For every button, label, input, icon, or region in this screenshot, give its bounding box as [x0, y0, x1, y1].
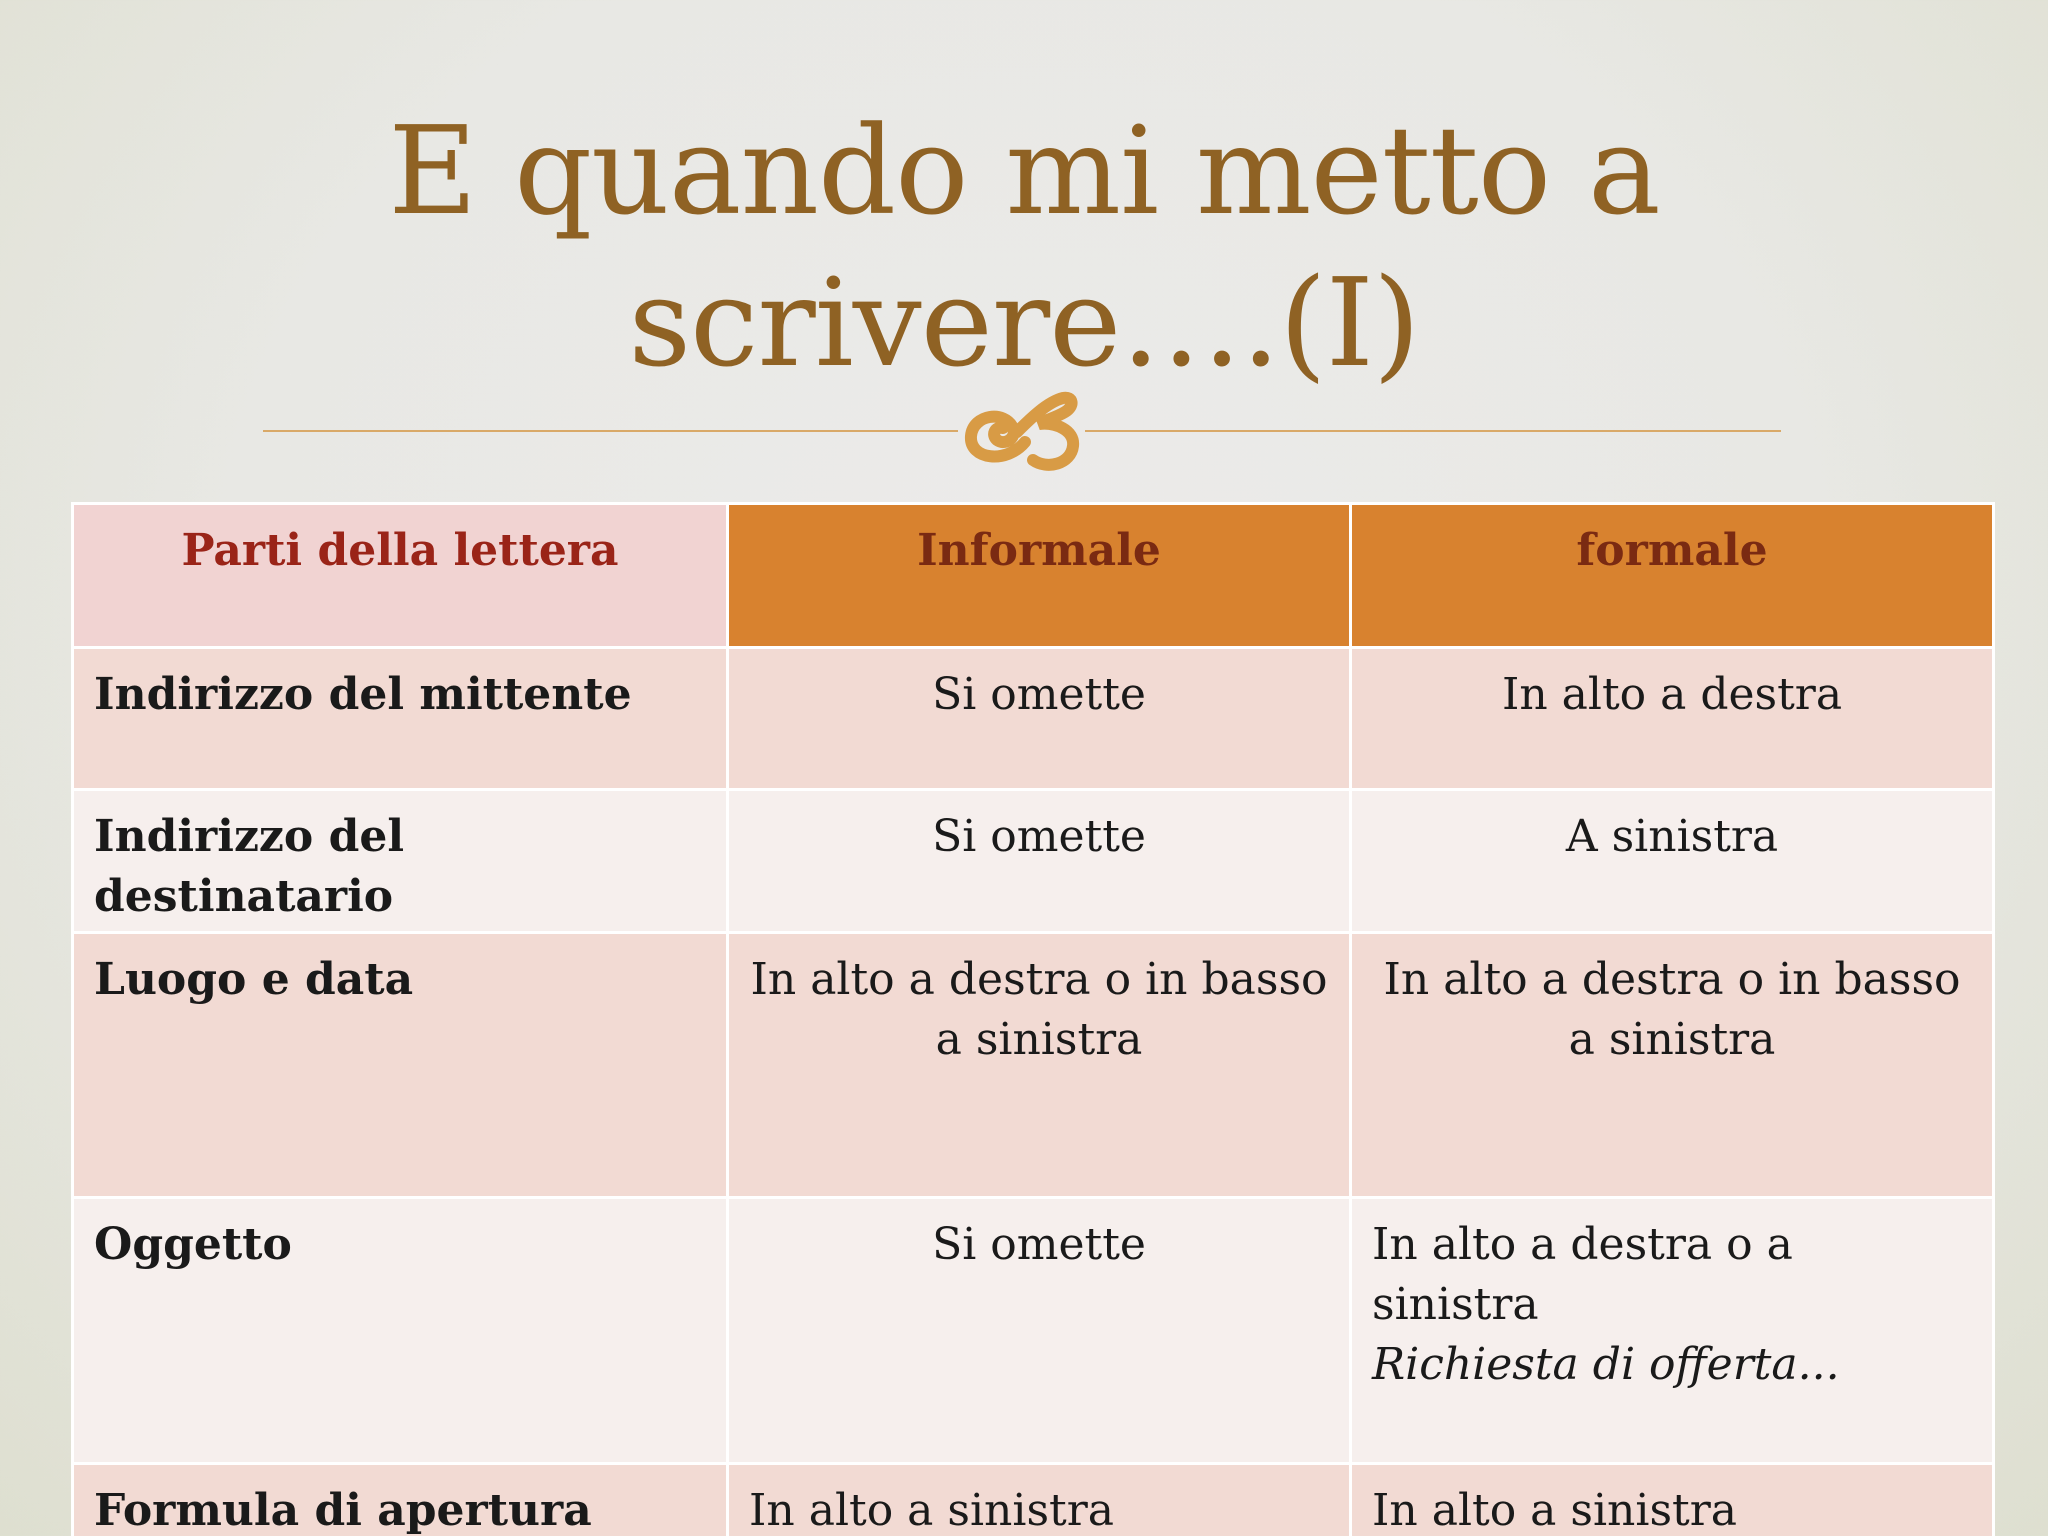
header-formale: formale	[1351, 504, 1994, 648]
cell-informale: Si omette	[728, 648, 1351, 790]
title-divider-right	[1085, 430, 1781, 432]
slide-title-line-2: scrivere….(I)	[628, 252, 1420, 394]
header-informale: Informale	[728, 504, 1351, 648]
cell-formale: In alto a sinistra	[1351, 1464, 1994, 1536]
table-header-row	[73, 504, 1994, 648]
cell-formale: In alto a destra	[1351, 648, 1994, 790]
header-parts: Parti della lettera	[73, 504, 728, 648]
table-row	[73, 1198, 1994, 1464]
table-row	[73, 790, 1994, 933]
cell-informale: Si omette	[728, 790, 1351, 933]
cell-informale: Si omette	[728, 1198, 1351, 1464]
table-row	[73, 933, 1994, 1198]
cell-informale: In alto a destra o in basso a sinistra	[728, 933, 1351, 1198]
row-label: Formula di apertura	[73, 1464, 728, 1536]
row-label: Indirizzo del destinatario	[73, 790, 728, 933]
cell-formale	[1351, 1198, 1994, 1464]
cell-formale: In alto a destra o in basso a sinistra	[1351, 933, 1994, 1198]
table-row	[73, 1464, 1994, 1536]
row-label: Indirizzo del mittente	[73, 648, 728, 790]
ornament-flourish-icon	[955, 380, 1095, 480]
cell-informale: In alto a sinistra	[728, 1464, 1351, 1536]
slide-title	[0, 95, 2048, 399]
cell-formale: A sinistra	[1351, 790, 1994, 933]
cell-formale-text: In alto a destra o a sinistra	[1372, 1219, 1793, 1330]
row-label: Luogo e data	[73, 933, 728, 1198]
table-row	[73, 648, 1994, 790]
cell-formale-example: Richiesta di offerta...	[1372, 1339, 1840, 1390]
row-label: Oggetto	[73, 1198, 728, 1464]
slide-title-line-1: E quando mi metto a	[388, 100, 1660, 242]
title-divider-left	[263, 430, 958, 432]
letter-parts-table	[71, 502, 1995, 1536]
